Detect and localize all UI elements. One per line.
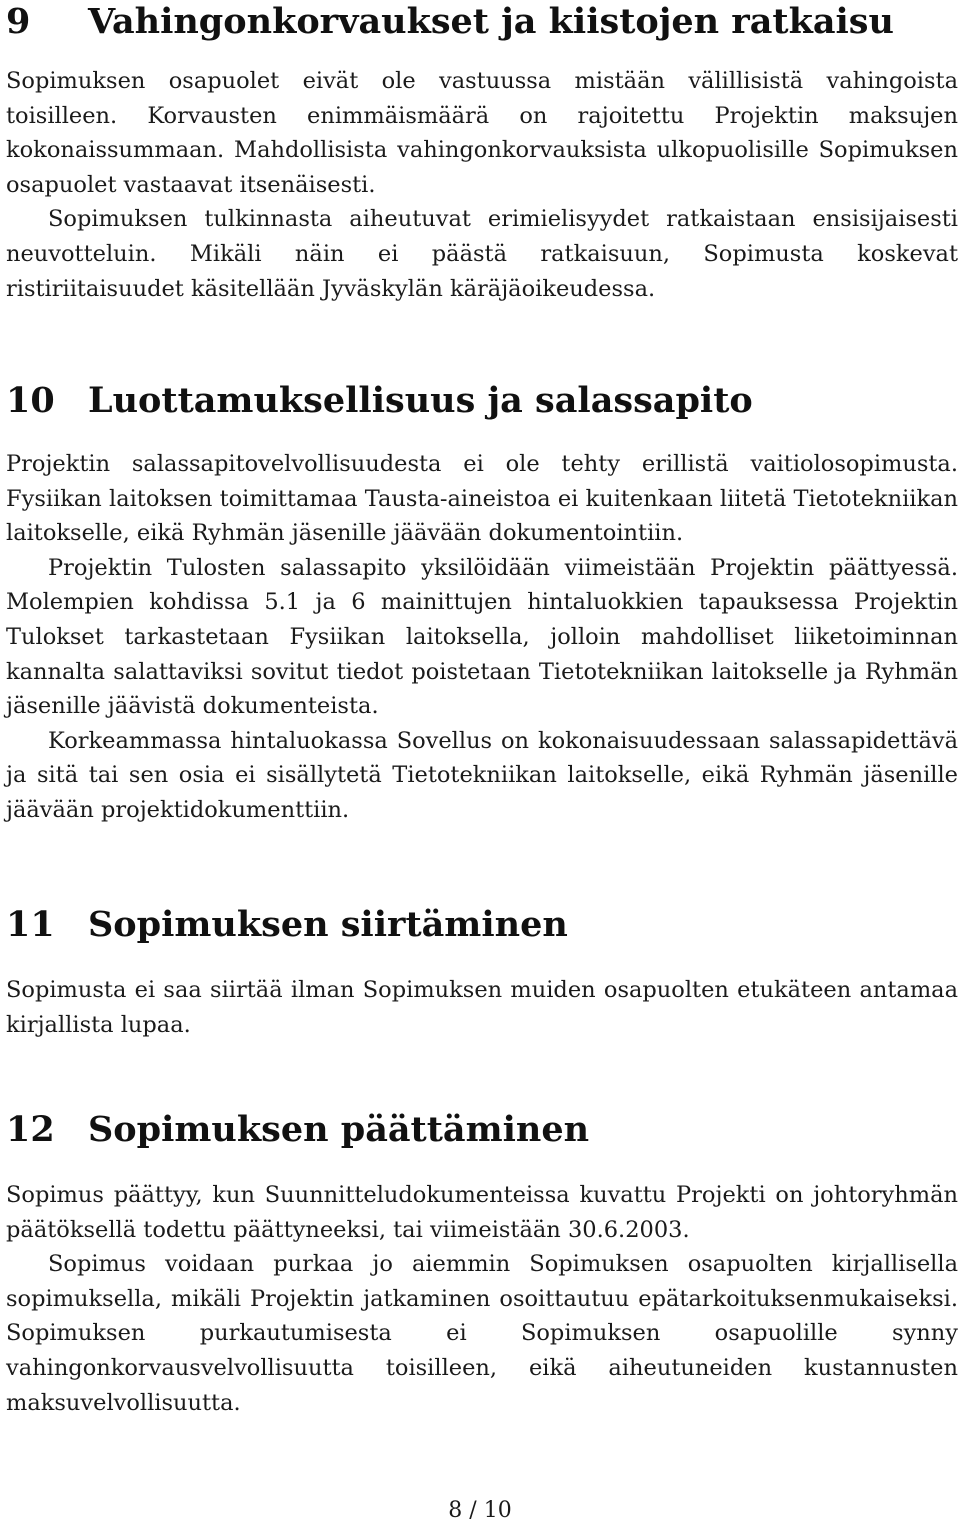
- paragraph: Sopimus voidaan purkaa jo aiemmin Sopimuksen osapuolten kirjallisella sopimuksella, mikäli Projektin jatkaminen osoittautuu epätarkoituksenmukaiseksi. Sopimuksen purkautumisesta ei Sopimuksen osapuolille synny vahingonkorvausvelvollisuutta toisilleen, eikä aiheutuneiden kustannusten maksuvelvollisuutta.: [6, 1251, 958, 1416]
- paragraph: Sopimus päättyy, kun Suunnitteludokumenteissa kuvattu Projekti on johtoryhmän päätöksellä todettu päättyneeksi, tai viimeistään 30.6.2003.: [6, 1182, 958, 1243]
- section-title: Luottamuksellisuus ja salassapito: [88, 380, 753, 421]
- section-9: [6, 0, 958, 306]
- section-number: 11: [6, 904, 55, 945]
- page-number: 8 / 10: [448, 1498, 512, 1523]
- section-heading: [6, 381, 958, 421]
- paragraph: Sopimusta ei saa siirtää ilman Sopimuksen muiden osapuolten etukäteen antamaa kirjallista lupaa.: [6, 977, 958, 1038]
- paragraph: Sopimuksen osapuolet eivät ole vastuussa mistään välillisistä vahingoista toisilleen. Korvausten enimmäismäärä on rajoitettu Projektin maksujen kokonaissummaan. Mahdollisista vahingonkorvauksista ulkopuolisille Sopimuksen osapuolet vastaavat itsenäisesti.: [6, 68, 958, 198]
- section-title: Vahingonkorvaukset ja kiistojen ratkaisu: [88, 1, 894, 42]
- paragraph: Projektin salassapitovelvollisuudesta ei ole tehty erillistä vaitiolosopimusta. Fysiikan laitoksen toimittamaa Tausta-aineistoa ei kuitenkaan liitetä Tietotekniikan laitokselle, eikä Ryhmän jäsenille jäävään dokumentointiin.: [6, 451, 958, 547]
- section-title: Sopimuksen siirtäminen: [88, 904, 568, 945]
- section-heading: [6, 1110, 958, 1150]
- section-number: 9: [6, 1, 31, 42]
- paragraph: Sopimuksen tulkinnasta aiheutuvat erimielisyydet ratkaistaan ensisijaisesti neuvotteluin. Mikäli näin ei päästä ratkaisuun, Sopimusta koskevat ristiriitaisuudet käsitellään Jyväskylän käräjäoikeudessa.: [6, 206, 958, 302]
- section-10: [6, 381, 958, 828]
- section-heading: [6, 2, 958, 42]
- paragraph: Projektin Tulosten salassapito yksilöidään viimeistään Projektin päättyessä. Molempien kohdissa 5.1 ja 6 mainittujen hintaluokkien tapauksessa Projektin Tulokset tarkastetaan Fysiikan laitoksella, jolloin mahdolliset liiketoiminnan kannalta salattaviksi sovitut tiedot poistetaan Tietotekniikan laitokselle ja Ryhmän jäsenille jäävistä dokumenteista.: [6, 554, 958, 720]
- section-title: Sopimuksen päättäminen: [88, 1109, 590, 1150]
- section-number: 10: [6, 380, 55, 421]
- paragraph: Korkeammassa hintaluokassa Sovellus on kokonaisuudessaan salassapidettävä ja sitä tai sen osia ei sisällytetä Tietotekniikan laitokselle, eikä Ryhmän jäsenille jäävään projektidokumenttiin.: [6, 727, 958, 823]
- section-11: [6, 905, 958, 1042]
- section-12: [6, 1110, 958, 1420]
- section-number: 12: [6, 1109, 55, 1150]
- section-heading: [6, 905, 958, 945]
